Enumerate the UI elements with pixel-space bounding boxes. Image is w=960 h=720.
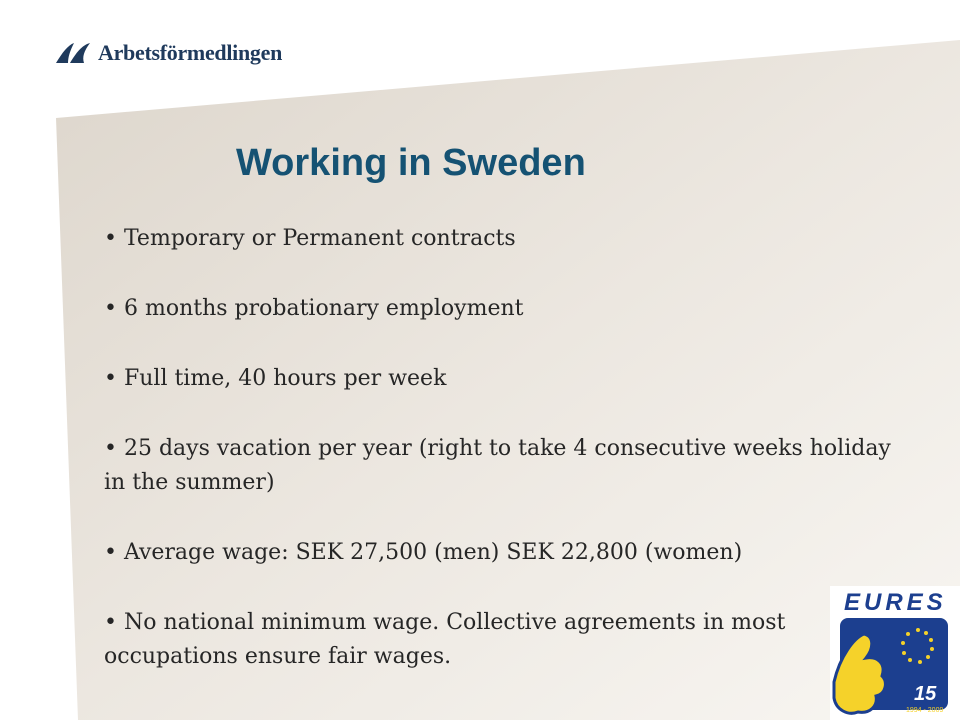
bullet-probation: • 6 months probationary employment bbox=[104, 296, 524, 321]
bullet-list bbox=[104, 222, 904, 710]
bullet-minimum-wage: • No national minimum wage. Collective agreements in most occupations ensure fair wages. bbox=[104, 610, 786, 669]
bullet-vacation: • 25 days vacation per year (right to take 4 consecutive weeks holiday in the summer) bbox=[104, 436, 891, 495]
brand-name: Arbetsförmedlingen bbox=[98, 40, 283, 65]
eures-anniversary-badge: 15 bbox=[914, 683, 937, 705]
eures-years: 1994 - 2009 bbox=[906, 707, 944, 714]
bullet-contracts: • Temporary or Permanent contracts bbox=[104, 226, 516, 251]
arbetsformedlingen-logo bbox=[54, 36, 282, 70]
slide-title: Working in Sweden bbox=[236, 142, 586, 184]
bullet-average-wage: • Average wage: SEK 27,500 (men) SEK 22,800 (women) bbox=[104, 540, 743, 565]
bullet-full-time: • Full time, 40 hours per week bbox=[104, 366, 447, 391]
eures-15-logo bbox=[830, 586, 960, 720]
arbetsformedlingen-mark-icon bbox=[54, 41, 96, 65]
eures-wordmark: EURES bbox=[844, 589, 947, 616]
